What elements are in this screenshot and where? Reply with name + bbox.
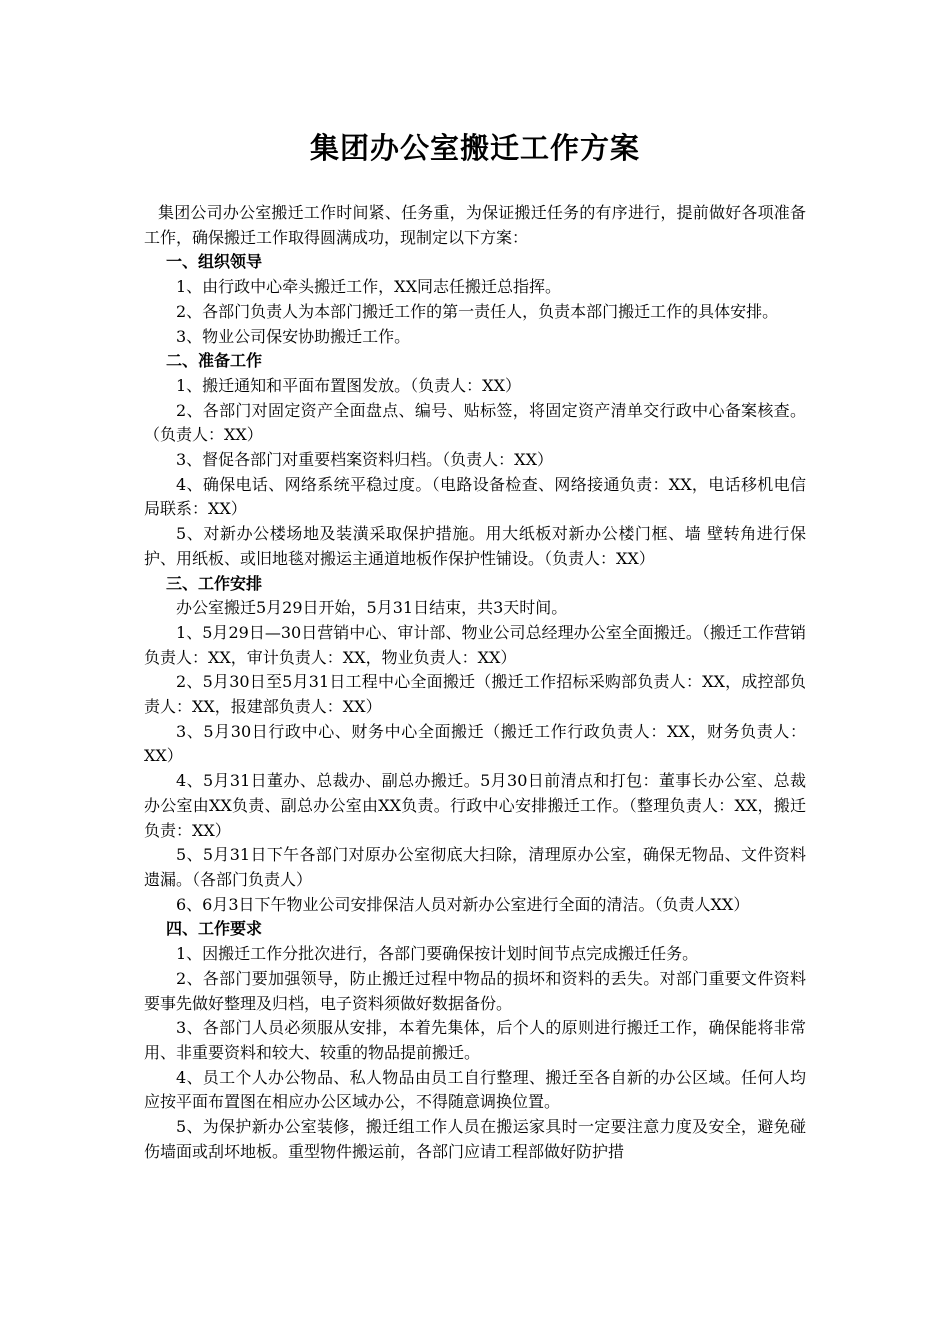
document-title: 集团办公室搬迁工作方案 [309,131,640,165]
body-paragraph: 2、各部门负责人为本部门搬迁工作的第一责任人，负责本部门搬迁工作的具体安排。 [176,301,779,321]
body-paragraph: 2、5月30日至5月31日工程中心全面搬迁（搬迁工作招标采购部负责人：XX，成控部负责人：XX，报建部负责人：XX） [144,672,806,717]
body-paragraph: 4、5月31日董办、总裁办、副总办搬迁。5月30日前清点和打包：董事长办公室、总裁办公室由XX负责、副总办公室由XX负责。行政中心安排搬迁工作。（整理负责人：XX，搬迁负责：XX） [144,771,806,840]
body-paragraph: 3、督促各部门对重要档案资料归档。（负责人：XX） [176,450,553,470]
intro-paragraph: 集团公司办公室搬迁工作时间紧、任务重，为保证搬迁任务的有序进行，提前做好各项准备工作，确保搬迁工作取得圆满成功，现制定以下方案： [144,203,806,247]
document-body [144,201,806,1164]
body-paragraph: 2、各部门对固定资产全面盘点、编号、贴标签，将固定资产清单交行政中心备案核查。（负责人：XX） [144,400,806,445]
section-heading: 四、工作要求 [166,919,263,939]
body-paragraph: 5、对新办公楼场地及装潢采取保护措施。用大纸板对新办公楼门框、墙 壁转角进行保护、用纸板、或旧地毯对搬运主通道地板作保护性铺设。（负责人：XX） [144,524,806,568]
body-paragraph: 5、为保护新办公室装修，搬迁组工作人员在搬运家具时一定要注意力度及安全，避免碰伤墙面或刮坏地板。重型物件搬运前，各部门应请工程部做好防护措 [144,1117,806,1161]
body-paragraph: 6、6月3日下午物业公司安排保洁人员对新办公室进行全面的清洁。（负责人XX） [176,894,750,914]
section-heading: 三、工作安排 [166,573,263,593]
body-paragraph: 3、各部门人员必须服从安排，本着先集体，后个人的原则进行搬迁工作，确保能将非常用、非重要资料和较大、较重的物品提前搬迁。 [144,1018,806,1062]
body-paragraph: 1、由行政中心牵头搬迁工作，XX同志任搬迁总指挥。 [176,277,561,297]
body-paragraph: 办公室搬迁5月29日开始，5月31日结束，共3天时间。 [176,598,568,618]
body-paragraph: 5、5月31日下午各部门对原办公室彻底大扫除，清理原办公室，确保无物品、文件资料遗漏。（各部门负责人） [144,845,806,889]
body-paragraph: 4、确保电话、网络系统平稳过度。（电路设备检查、网络接通负责：XX，电话移机电信局联系：XX） [144,474,806,519]
body-paragraph: 4、员工个人办公物品、私人物品由员工自行整理、搬迁至各自新的办公区域。任何人均应按平面布置图在相应办公区域办公，不得随意调换位置。 [144,1067,806,1112]
section-heading: 一、组织领导 [166,252,263,272]
body-paragraph: 1、5月29日—30日营销中心、审计部、物业公司总经理办公室全面搬迁。（搬迁工作营销负责人：XX，审计负责人：XX，物业负责人：XX） [144,622,806,667]
section-heading: 二、准备工作 [166,351,263,371]
body-paragraph: 3、5月30日行政中心、财务中心全面搬迁（搬迁工作行政负责人：XX，财务负责人：XX） [144,721,806,766]
body-paragraph: 2、各部门要加强领导，防止搬迁过程中物品的损坏和资料的丢失。对部门重要文件资料要事先做好整理及归档，电子资料须做好数据备份。 [144,968,806,1013]
body-paragraph: 1、搬迁通知和平面布置图发放。（负责人：XX） [176,375,521,395]
body-paragraph: 1、因搬迁工作分批次进行，各部门要确保按计划时间节点完成搬迁任务。 [176,944,699,964]
body-paragraph: 3、物业公司保安协助搬迁工作。 [176,326,411,346]
